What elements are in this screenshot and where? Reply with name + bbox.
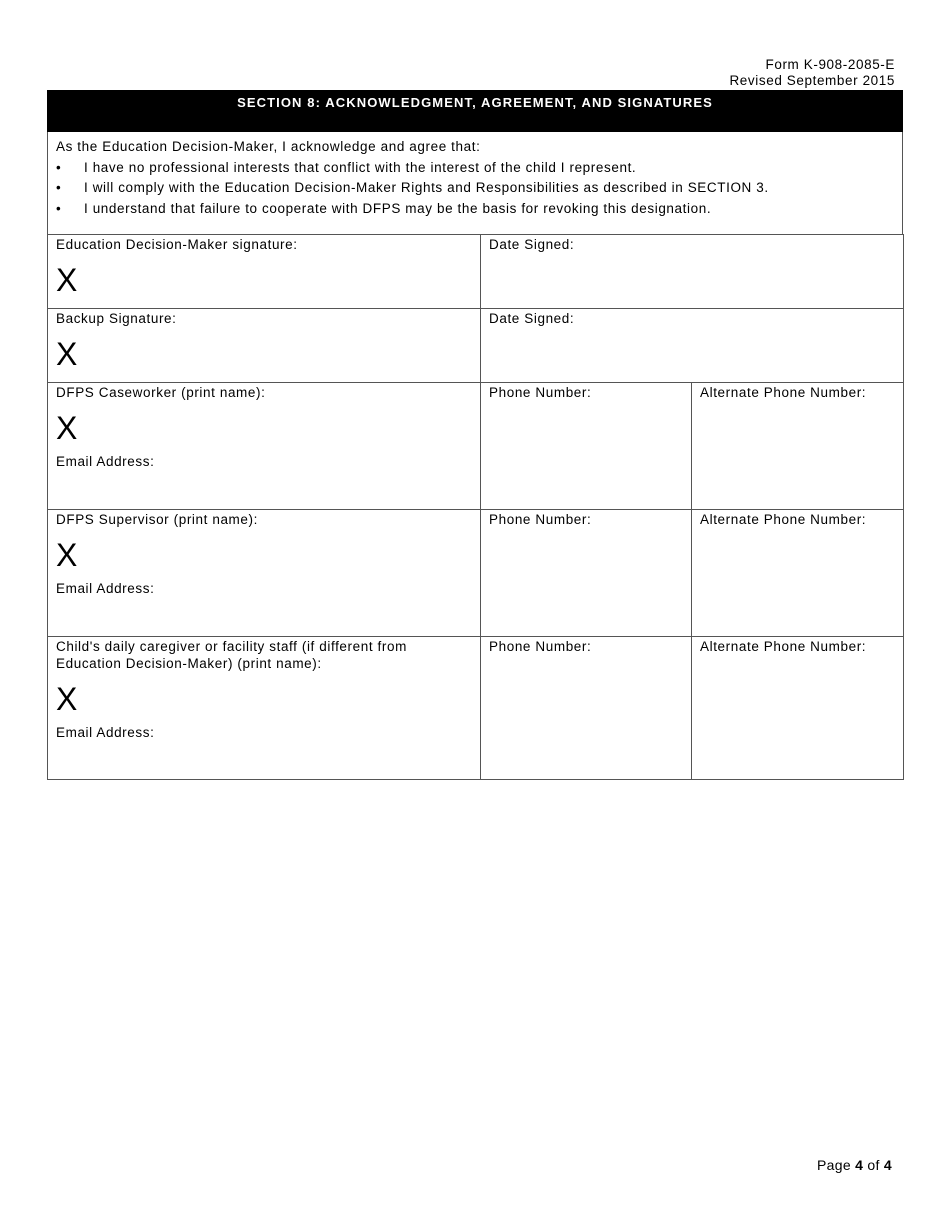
edm-signature-row — [48, 235, 904, 309]
of-word: of — [867, 1157, 880, 1173]
signature-x-mark: X — [56, 336, 78, 372]
revision-date: Revised September 2015 — [729, 73, 895, 88]
email-address-label: Email Address: — [56, 454, 155, 469]
supervisor-name-field[interactable] — [48, 510, 481, 637]
edm-signature-field[interactable] — [48, 235, 481, 309]
backup-signature-row — [48, 309, 904, 383]
acknowledgment-item: • I understand that failure to cooperate with DFPS may be the basis for revoking this designation. — [56, 199, 894, 220]
supervisor-phone-field[interactable] — [481, 510, 692, 637]
caregiver-label: Child's daily caregiver or facility staff (if different from Education Decision-Maker) (print name): — [56, 639, 407, 671]
total-pages-number: 4 — [883, 1157, 892, 1173]
acknowledgment-item: • I have no professional interests that conflict with the interest of the child I represent. — [56, 158, 894, 179]
acknowledgment-intro: As the Education Decision-Maker, I acknowledge and agree that: — [56, 139, 481, 154]
caregiver-alt-phone-field[interactable] — [692, 637, 904, 780]
email-address-label: Email Address: — [56, 725, 155, 740]
alternate-phone-label: Alternate Phone Number: — [700, 512, 867, 527]
caseworker-phone-field[interactable] — [481, 383, 692, 510]
phone-number-label: Phone Number: — [489, 512, 592, 527]
signature-table — [47, 234, 904, 780]
caregiver-name-field[interactable] — [48, 637, 481, 780]
phone-number-label: Phone Number: — [489, 385, 592, 400]
bullet-icon: • — [56, 159, 62, 175]
date-signed-label: Date Signed: — [489, 237, 575, 252]
signature-x-mark: X — [56, 410, 78, 446]
page-footer — [817, 1157, 892, 1173]
supervisor-row — [48, 510, 904, 637]
alternate-phone-label: Alternate Phone Number: — [700, 639, 867, 654]
acknowledgment-block — [47, 132, 903, 234]
supervisor-label: DFPS Supervisor (print name): — [56, 512, 258, 527]
backup-signature-field[interactable] — [48, 309, 481, 383]
email-address-label: Email Address: — [56, 581, 155, 596]
alternate-phone-label: Alternate Phone Number: — [700, 385, 867, 400]
caseworker-alt-phone-field[interactable] — [692, 383, 904, 510]
signature-x-mark: X — [56, 262, 78, 298]
backup-date-signed-field[interactable] — [481, 309, 904, 383]
date-signed-label: Date Signed: — [489, 311, 575, 326]
phone-number-label: Phone Number: — [489, 639, 592, 654]
section-8-form — [47, 90, 903, 780]
backup-signature-label: Backup Signature: — [56, 311, 177, 326]
signature-x-mark: X — [56, 681, 78, 717]
bullet-icon: • — [56, 180, 62, 195]
acknowledgment-list — [56, 158, 894, 220]
edm-signature-label: Education Decision-Maker signature: — [56, 237, 298, 252]
signature-x-mark: X — [56, 537, 78, 573]
bullet-icon: • — [56, 200, 62, 216]
edm-date-signed-field[interactable] — [481, 235, 904, 309]
caregiver-row — [48, 637, 904, 780]
caseworker-row — [48, 383, 904, 510]
acknowledgment-item: • I will comply with the Education Decision-Maker Rights and Responsibilities as described in SECTION 3. — [56, 178, 894, 199]
caregiver-phone-field[interactable] — [481, 637, 692, 780]
supervisor-alt-phone-field[interactable] — [692, 510, 904, 637]
caseworker-name-field[interactable] — [48, 383, 481, 510]
form-identifier — [729, 57, 895, 89]
form-number: Form K-908-2085-E — [765, 57, 895, 72]
current-page-number: 4 — [855, 1157, 864, 1173]
caseworker-label: DFPS Caseworker (print name): — [56, 385, 266, 400]
section-title: SECTION 8: ACKNOWLEDGMENT, AGREEMENT, AND SIGNATURES — [47, 90, 903, 132]
page-word: Page — [817, 1157, 851, 1173]
